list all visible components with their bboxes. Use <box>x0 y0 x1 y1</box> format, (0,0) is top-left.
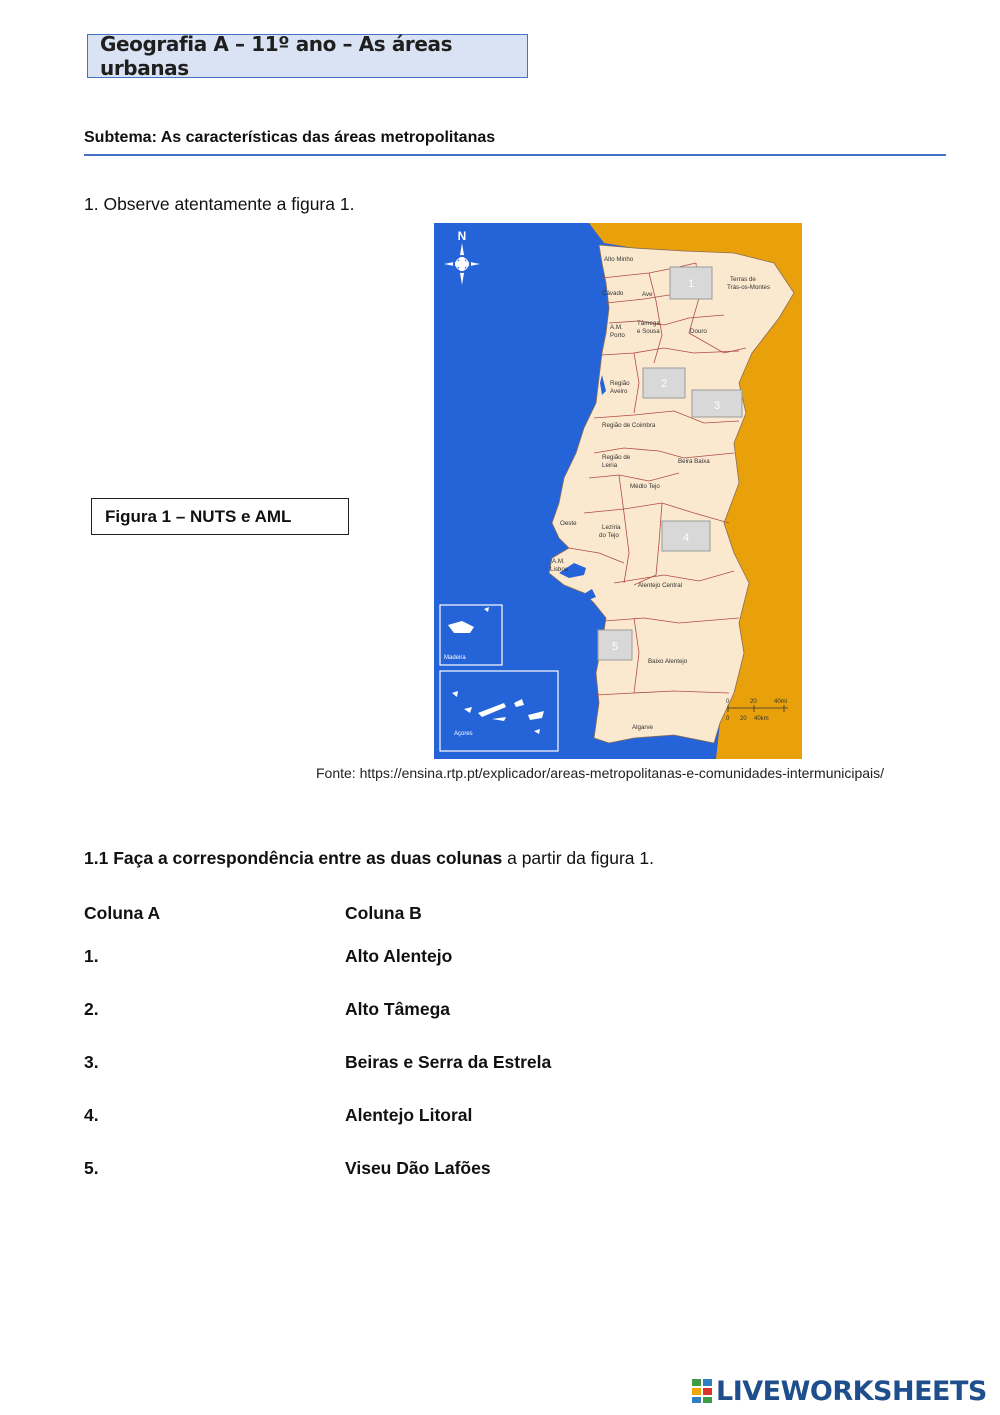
label-baixo-alentejo: Baixo Alentejo <box>648 658 688 665</box>
column-b-item-3: Beiras e Serra da Estrela <box>345 1052 552 1072</box>
nuts-map <box>434 223 802 759</box>
label-am-porto-1: A.M. <box>610 324 623 331</box>
figure-label-text: Figura 1 – NUTS e AML <box>105 506 292 526</box>
scale-mi-40: 40mi <box>774 699 788 705</box>
column-b-item-4: Alentejo Litoral <box>345 1105 473 1125</box>
column-a-item-3[interactable]: 3. <box>84 1052 99 1072</box>
label-cavado: Cávado <box>602 290 624 297</box>
column-a-item-1[interactable]: 1. <box>84 946 99 966</box>
liveworksheets-wordmark: LIVEWORKSHEETS <box>716 1375 987 1407</box>
column-a-item-2[interactable]: 2. <box>84 999 99 1019</box>
liveworksheets-icon <box>692 1379 712 1403</box>
label-am-porto-2: Porto <box>610 332 625 339</box>
answer-box-3-number: 3 <box>713 400 721 412</box>
figure-source: Fonte: https://ensina.rtp.pt/explicador/areas-metropolitanas-e-comunidades-intermunicipais/ <box>316 765 885 781</box>
answer-box-4-number: 4 <box>682 532 690 544</box>
acores-label: Açores <box>454 731 473 737</box>
label-aveiro-2: Aveiro <box>610 388 628 395</box>
label-medio-tejo: Médio Tejo <box>630 483 660 490</box>
label-am-lisboa-1: A.M. <box>552 558 565 565</box>
label-leziria-2: do Tejo <box>599 532 619 539</box>
label-leiria-1: Região de <box>602 454 631 461</box>
label-terras-2: Trás-os-Montes <box>727 284 771 291</box>
question-1: 1. Observe atentamente a figura 1. <box>84 194 355 214</box>
north-label: N <box>457 229 467 243</box>
label-tamega-2: e Sousa <box>637 328 660 335</box>
label-oeste: Oeste <box>560 520 577 527</box>
scale-mi-0: 0 <box>726 699 730 705</box>
label-aveiro-1: Região <box>610 380 630 387</box>
scale-km-0: 0 <box>726 716 730 722</box>
column-b-item-2: Alto Tâmega <box>345 999 451 1019</box>
label-algarve: Algarve <box>632 724 653 731</box>
label-douro: Douro <box>690 328 707 335</box>
label-beira-baixa: Beira Baixa <box>678 458 710 465</box>
label-tamega-1: Tâmega <box>637 320 660 327</box>
column-b-item-1: Alto Alentejo <box>345 946 453 966</box>
column-b-header: Coluna B <box>345 903 422 923</box>
question-1-1 <box>84 848 654 869</box>
label-alto-minho: Alto Minho <box>604 256 634 263</box>
column-b-item-5: Viseu Dão Lafões <box>345 1158 491 1178</box>
label-ave: Ave <box>642 291 653 298</box>
column-a-header: Coluna A <box>84 903 161 923</box>
label-am-lisboa-2: Lisboa <box>550 566 569 573</box>
label-alentejo-central: Alentejo Central <box>638 582 683 589</box>
madeira-label: Madeira <box>444 655 466 661</box>
label-leiria-2: Leiria <box>602 462 618 469</box>
header-divider <box>84 154 946 156</box>
subtema-heading: Subtema: As características das áreas metropolitanas <box>84 129 496 146</box>
scale-km-40: 40km <box>754 716 769 722</box>
label-leziria-1: Lezíria <box>602 524 621 531</box>
answer-box-2-number: 2 <box>660 378 668 390</box>
liveworksheets-logo <box>692 1376 987 1406</box>
question-1-1-rest: a partir da figura 1. <box>502 848 654 868</box>
column-a-item-5[interactable]: 5. <box>84 1158 99 1178</box>
scale-km-20: 20 <box>740 716 747 722</box>
answer-box-5-number: 5 <box>611 641 619 653</box>
figure-label <box>91 498 349 535</box>
label-coimbra: Região de Coimbra <box>602 422 656 429</box>
worksheet-title: Geografia A – 11º ano – As áreas urbanas <box>87 34 528 78</box>
column-a-item-4[interactable]: 4. <box>84 1105 99 1125</box>
answer-box-1-number: 1 <box>687 278 695 290</box>
label-terras-1: Terras de <box>730 276 756 283</box>
scale-mi-20: 20 <box>750 699 757 705</box>
question-1-1-bold: 1.1 Faça a correspondência entre as duas colunas <box>84 848 503 868</box>
